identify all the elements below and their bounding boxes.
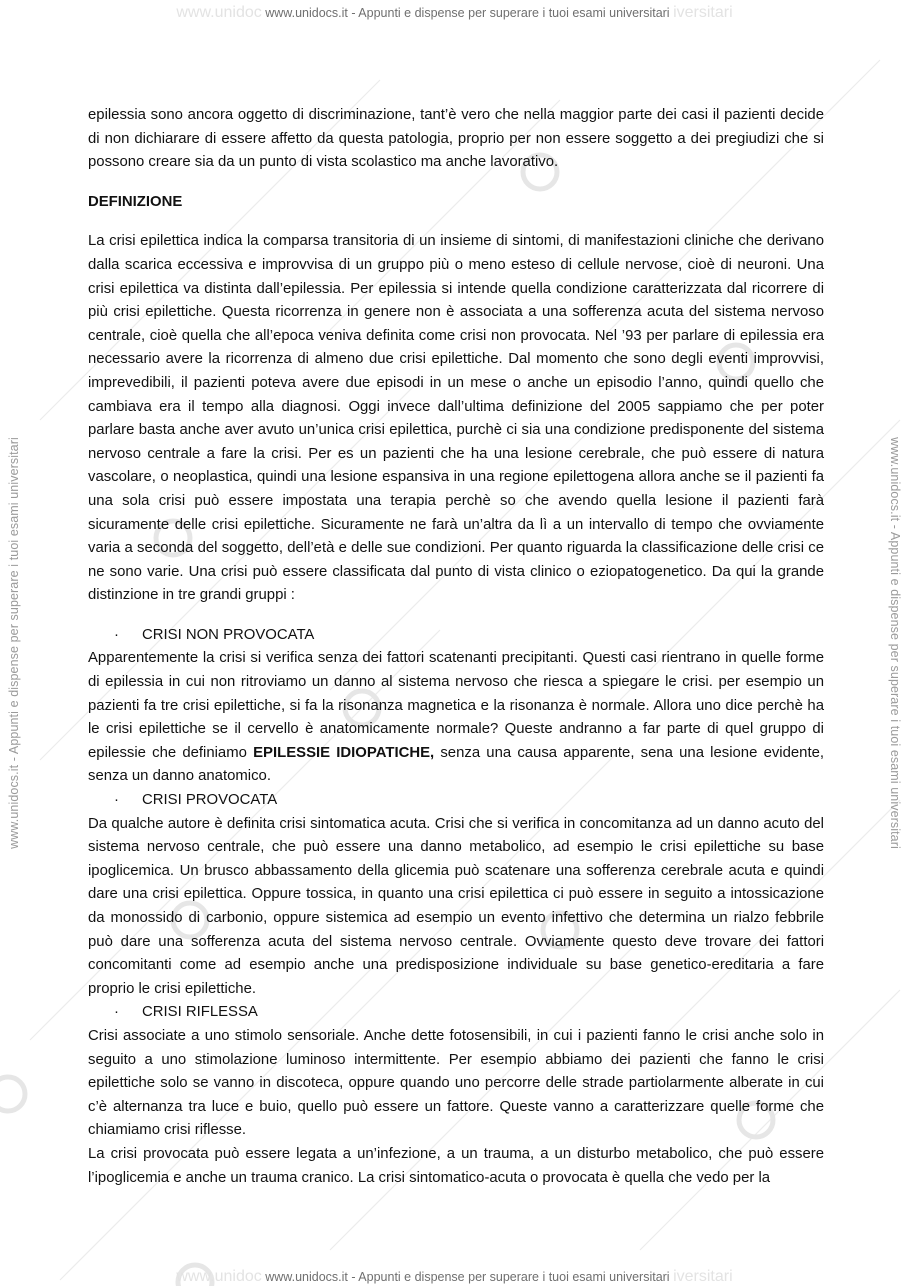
bullet-crisi-riflessa bbox=[88, 1001, 824, 1025]
banner-ghost-right: iversitari bbox=[673, 1268, 733, 1285]
paragraph-text: Apparentemente la crisi si verifica senza dei fattori scatenanti precipitanti. Questi casi rientrano in quelle forme di epilessia in cui non ritroviamo un danno al sistema nervoso che riesca a spiegare le crisi. per esempio un pazienti fa tre crisi epilettiche, si fa la risonanza magnetica e la risonanza è normale. Allora uno dice perchè ha le crisi epilettiche se il cervello è anatomicamente normale? Queste andranno a far parte di quel gruppo di epilessie che definiamo bbox=[88, 650, 824, 761]
paragraph-crisi-provocata: Da qualche autore è definita crisi sintomatica acuta. Crisi che si verifica in concomitanza ad un danno acuto del sistema nervoso centrale, che può essere una danno metabolico, ad esempio le crisi epilettiche su base ipoglicemica. Un brusco abbassamento della glicemia può scatenare una sofferenza cerebrale acuta e quindi dare una crisi epilettica. Oppure tossica, in quanto una crisi epilettica ci può essere in seguito a intossicazione da monossido di carbonio, oppure sistemica ad esempio un evento infettivo che determina un rialzo febbrile può dare una sofferenza acuta del sistema nervoso centrale. Ovviamente questo deve trovare dei fattori concomitanti come ad esempio anche una predisposizione individuale su base genetico-ereditaria a fare proprio le crisi epilettiche. bbox=[88, 815, 824, 997]
spacer bbox=[88, 608, 824, 624]
banner-ghost-left: www.unidoc bbox=[176, 1268, 262, 1285]
banner-text: www.unidocs.it - Appunti e dispense per superare i tuoi esami universitari bbox=[265, 6, 670, 20]
paragraph-crisi-non-provocata bbox=[88, 647, 824, 789]
bottom-watermark-banner bbox=[0, 1268, 909, 1286]
bullet-title: CRISI NON PROVOCATA bbox=[142, 626, 315, 643]
paragraph-text-end: senza una causa apparente, sena una lesione evidente, senza un danno anatomico. bbox=[88, 744, 825, 785]
bullet-marker: · bbox=[114, 626, 119, 643]
bullet-marker: · bbox=[114, 1004, 119, 1021]
definition-paragraph: La crisi epilettica indica la comparsa transitoria di un insieme di sintomi, di manifestazioni cliniche che derivano dalla scarica eccessiva e improvvisa di un gruppo più o meno esteso di cellule nervose, cioè di neuroni. Una crisi epilettica va distinta dall’epilessia. Per epilessia si intende quella condizione caratterizzata dal ricorrere di più crisi epilettiche. Questa ricorrenza in genere non è associata a una sofferenza acuta del sistema nervoso centrale, cioè quella che all’epoca veniva definita come crisi non provocata. Nel ’93 per parlare di epilessia era necessario avere la ricorrenza di almeno due crisi epilettiche. Dal momento che sono degli eventi improvvisi, imprevedibili, il pazienti poteva avere due episodi in un mese o anche un episodio l’anno, quindi quello che cambiava era il tempo alla diagnosi. Oggi invece dall’ultima definizione del 2005 sappiamo che per poter parlare basta anche aver avuto un’unica crisi epilettica, purchè ci sia una condizione predisponente del sistema nervoso centrale a fare la crisi. Per es un pazienti che ha una lesione cerebrale, che può essere di natura vascolare, o neoplastica, quindi una lesione espansiva in una regione epilettogena allora anche se il pazienti fa una sola crisi può essere impostata una terapia perchè so che avendo quella lesione il pazienti farà sicuramente delle crisi epilettiche. Sicuramente ne farà un’altra da lì a un intervallo di tempo che ovviamente varia a seconda del soggetto, dell’età e delle sue condizioni. Per quanto riguarda la classificazione delle crisi ce ne sono varie. Una crisi può essere classificata dal punto di vista clinico o eziopatogenetico. Da qui la grande distinzione in tre grandi gruppi : bbox=[88, 233, 824, 604]
bullet-crisi-non-provocata bbox=[88, 624, 824, 648]
bullet-title: CRISI RIFLESSA bbox=[142, 1004, 258, 1021]
banner-text: www.unidocs.it - Appunti e dispense per superare i tuoi esami universitari bbox=[265, 1270, 670, 1284]
banner-ghost-right: iversitari bbox=[673, 4, 733, 21]
intro-paragraph: epilessia sono ancora oggetto di discriminazione, tant’è vero che nella maggior parte dei casi il pazienti decide di non dichiarare di essere affetto da questa patologia, proprio per non essere soggetto a dei pregiudizi che si possono creare sia da un punto di vista scolastico ma anche lavorativo. bbox=[88, 107, 824, 171]
closing-paragraph: La crisi provocata può essere legata a un’infezione, a un trauma, a un disturbo metabolico, che può essere l’ipoglicemia e anche un trauma cranico. La crisi sintomatico-acuta o provocata è quella che vedo per la bbox=[88, 1145, 824, 1186]
banner-ghost-left: www.unidoc bbox=[176, 4, 262, 21]
section-heading-definizione: DEFINIZIONE bbox=[88, 193, 183, 210]
right-side-watermark: www.unidocs.it - Appunti e dispense per superare i tuoi esami universitari bbox=[888, 437, 902, 849]
top-watermark-banner bbox=[0, 4, 909, 22]
bullet-title: CRISI PROVOCATA bbox=[142, 792, 278, 809]
left-side-watermark: www.unidocs.it - Appunti e dispense per superare i tuoi esami universitari bbox=[7, 437, 21, 849]
document-body bbox=[88, 104, 824, 1190]
bold-term: EPILESSIE IDIOPATICHE, bbox=[253, 744, 435, 761]
bullet-crisi-provocata bbox=[88, 789, 824, 813]
bullet-marker: · bbox=[114, 792, 119, 809]
paragraph-crisi-riflessa: Crisi associate a uno stimolo sensoriale. Anche dette fotosensibili, in cui i pazienti fanno le crisi anche solo in seguito a uno stimolazione luminoso intermittente. Per esempio abbiamo dei pazienti che fanno le crisi epilettiche solo se vanno in discoteca, oppure quando uno percorre delle strade partiolarmente alberate in cui c’è alternanza tra luce e buio, quello può essere un fattore. Queste vanno a caratterizzare quelle forme che chiamiamo crisi riflesse. bbox=[88, 1027, 824, 1139]
